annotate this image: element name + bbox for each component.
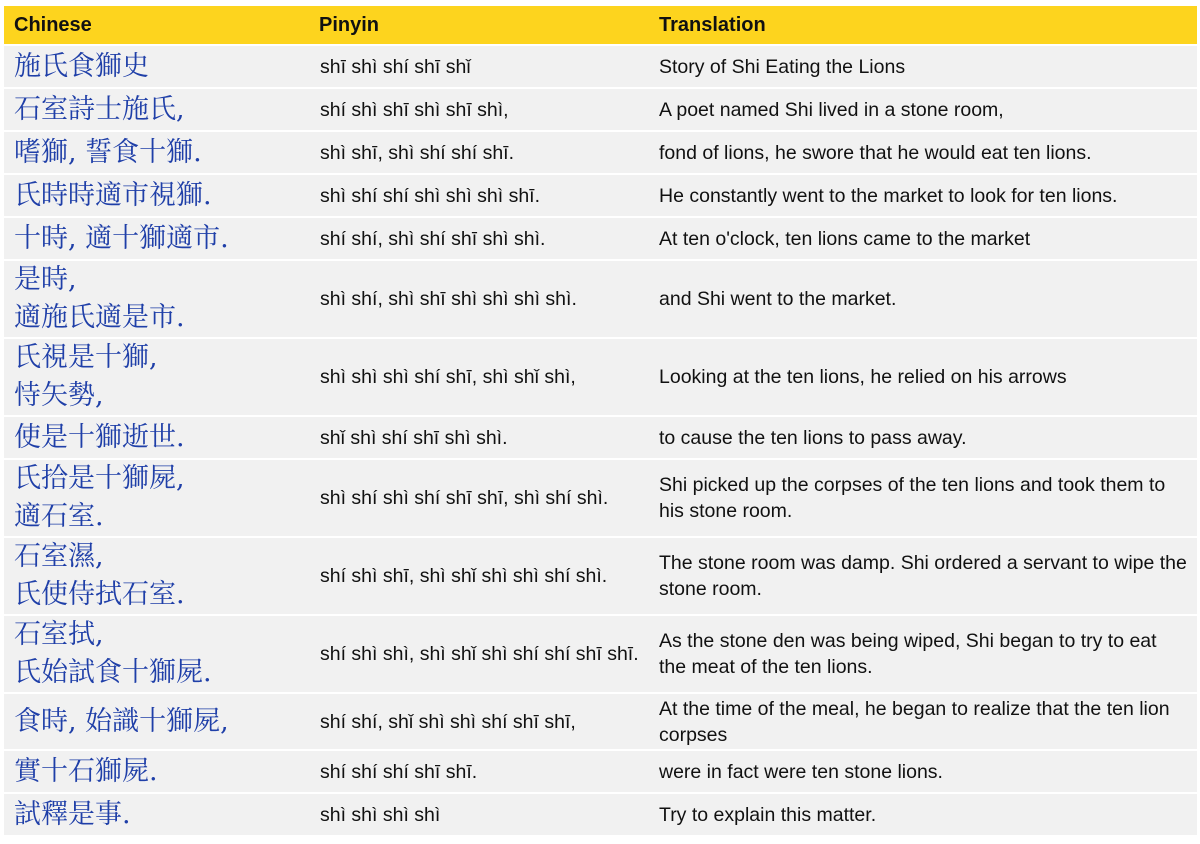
pinyin-cell: shì shì shì shì <box>309 794 649 835</box>
table-body <box>4 46 1197 835</box>
chinese-cell: 石室詩士施氏, <box>4 89 309 130</box>
chinese-cell: 嗜獅, 誓食十獅. <box>4 132 309 173</box>
chinese-cell: 是時, 適施氏適是市. <box>4 261 309 337</box>
chinese-cell: 石室拭, 氏始試食十獅屍. <box>4 616 309 692</box>
table-header <box>4 6 1197 44</box>
translation-cell: As the stone den was being wiped, Shi began to try to eat the meat of the ten lions. <box>649 616 1197 692</box>
table-row <box>4 175 1197 216</box>
pinyin-cell: shí shì shī shì shī shì, <box>309 89 649 130</box>
translation-cell: were in fact were ten stone lions. <box>649 751 1197 792</box>
pinyin-cell: shī shì shí shī shǐ <box>309 46 649 87</box>
translation-cell: Shi picked up the corpses of the ten lions and took them to his stone room. <box>649 460 1197 536</box>
pinyin-cell: shǐ shì shí shī shì shì. <box>309 417 649 458</box>
pinyin-cell: shí shí, shǐ shì shì shí shī shī, <box>309 694 649 749</box>
translation-cell: Looking at the ten lions, he relied on his arrows <box>649 339 1197 415</box>
chinese-cell: 實十石獅屍. <box>4 751 309 792</box>
table-row <box>4 339 1197 415</box>
translation-cell: fond of lions, he swore that he would eat ten lions. <box>649 132 1197 173</box>
header-pinyin: Pinyin <box>309 6 649 44</box>
chinese-cell: 十時, 適十獅適市. <box>4 218 309 259</box>
translation-cell: A poet named Shi lived in a stone room, <box>649 89 1197 130</box>
pinyin-cell: shì shí, shì shī shì shì shì shì. <box>309 261 649 337</box>
table-row <box>4 132 1197 173</box>
table-row <box>4 218 1197 259</box>
pinyin-cell: shí shí shí shī shī. <box>309 751 649 792</box>
table-row <box>4 417 1197 458</box>
header-row <box>4 6 1197 44</box>
table-row <box>4 460 1197 536</box>
table-row <box>4 694 1197 749</box>
pinyin-cell: shí shì shī, shì shǐ shì shì shí shì. <box>309 538 649 614</box>
header-translation: Translation <box>649 6 1197 44</box>
table-row <box>4 89 1197 130</box>
pinyin-cell: shì shí shí shì shì shì shī. <box>309 175 649 216</box>
poem-table <box>4 4 1197 837</box>
pinyin-cell: shí shí, shì shí shī shì shì. <box>309 218 649 259</box>
table-row <box>4 46 1197 87</box>
pinyin-cell: shí shì shì, shì shǐ shì shí shí shī shī. <box>309 616 649 692</box>
translation-cell: He constantly went to the market to look for ten lions. <box>649 175 1197 216</box>
translation-cell: and Shi went to the market. <box>649 261 1197 337</box>
chinese-cell: 氏拾是十獅屍, 適石室. <box>4 460 309 536</box>
pinyin-cell: shì shí shì shí shī shī, shì shí shì. <box>309 460 649 536</box>
table-row <box>4 794 1197 835</box>
translation-cell: At ten o'clock, ten lions came to the market <box>649 218 1197 259</box>
table-row <box>4 751 1197 792</box>
chinese-cell: 氏視是十獅, 恃矢勢, <box>4 339 309 415</box>
pinyin-cell: shì shī, shì shí shí shī. <box>309 132 649 173</box>
pinyin-cell: shì shì shì shí shī, shì shǐ shì, <box>309 339 649 415</box>
chinese-cell: 使是十獅逝世. <box>4 417 309 458</box>
chinese-cell: 石室濕, 氏使侍拭石室. <box>4 538 309 614</box>
translation-cell: to cause the ten lions to pass away. <box>649 417 1197 458</box>
translation-cell: Try to explain this matter. <box>649 794 1197 835</box>
chinese-cell: 食時, 始識十獅屍, <box>4 694 309 749</box>
chinese-cell: 試釋是事. <box>4 794 309 835</box>
translation-cell: Story of Shi Eating the Lions <box>649 46 1197 87</box>
chinese-cell: 氏時時適市視獅. <box>4 175 309 216</box>
table-row <box>4 616 1197 692</box>
table-row <box>4 538 1197 614</box>
translation-cell: At the time of the meal, he began to realize that the ten lion corpses <box>649 694 1197 749</box>
translation-cell: The stone room was damp. Shi ordered a servant to wipe the stone room. <box>649 538 1197 614</box>
chinese-cell: 施氏食獅史 <box>4 46 309 87</box>
header-chinese: Chinese <box>4 6 309 44</box>
table-row <box>4 261 1197 337</box>
